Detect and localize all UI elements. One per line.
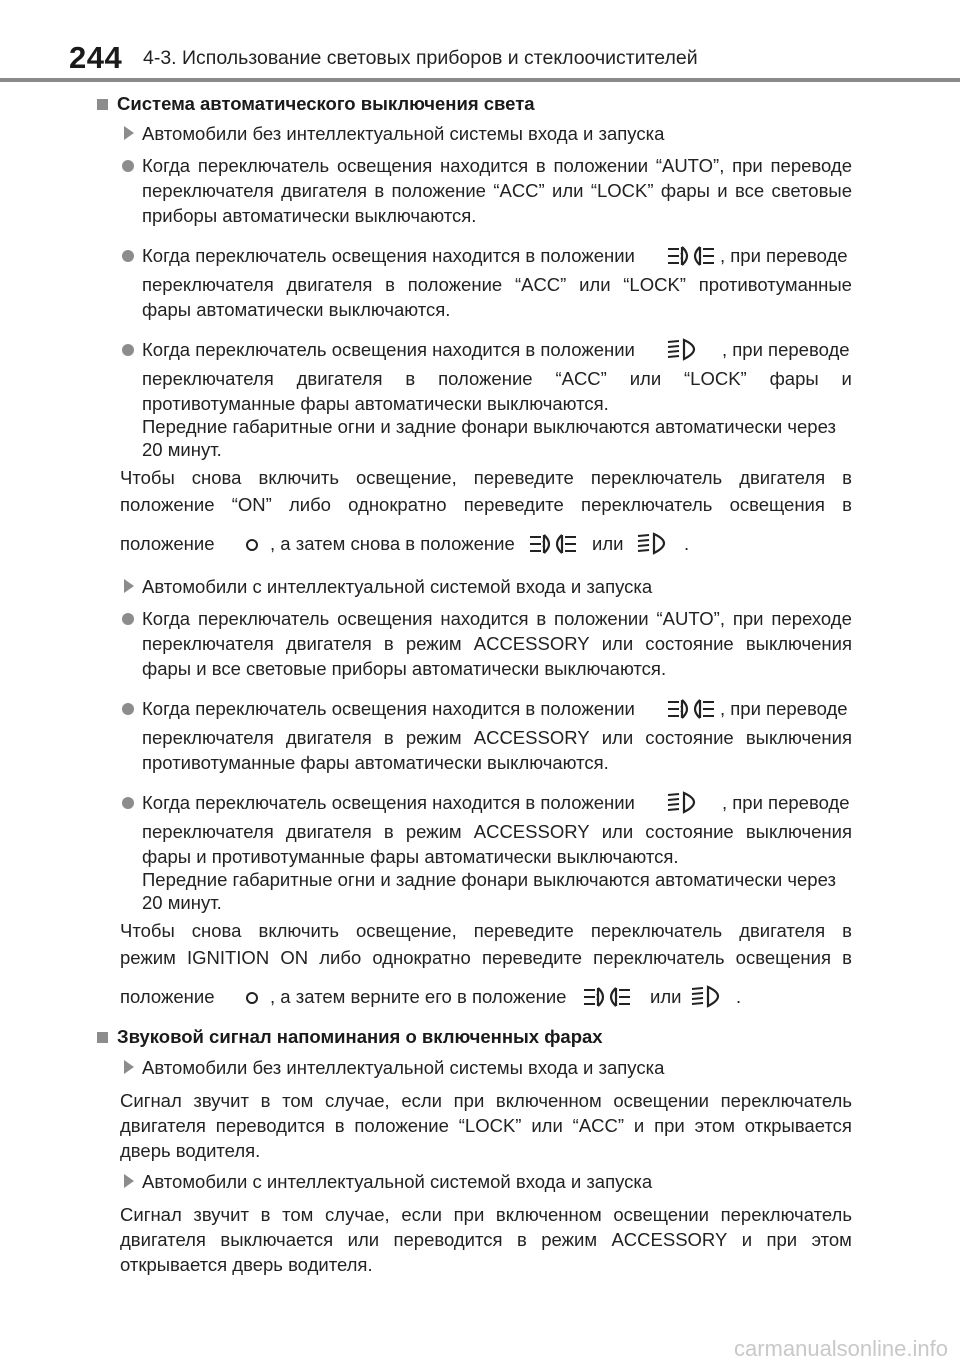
text-line: переключателя двигателя в режим ACCESSORY или состояние выключения — [142, 633, 852, 654]
chapter-title: 4-3. Использование световых приборов и стеклоочистителей — [143, 47, 698, 69]
headlight-icon — [666, 337, 706, 363]
text-line: Сигнал звучит в том случае, если при включенном освещении переключатель — [120, 1090, 852, 1111]
text-line: Когда переключатель освещения находится в положении — [142, 245, 635, 266]
text-line: положение — [120, 986, 215, 1007]
subsection-arrow-icon — [124, 126, 134, 140]
text-line: переключателя двигателя в режим ACCESSORY или состояние выключения — [142, 821, 852, 842]
fog-light-icon — [582, 984, 632, 1010]
header-rule — [0, 78, 960, 82]
text-line: , а затем снова в положение — [270, 533, 515, 554]
text-line: Когда переключатель освещения находится в положении “AUTO”, при переходе — [142, 608, 852, 629]
text-line: . — [684, 533, 690, 554]
fog-light-icon — [666, 696, 716, 722]
text-line: 20 минут. — [142, 892, 222, 913]
text-line: двигателя переводится в положение “LOCK” или “ACC” и при этом открывается — [120, 1115, 852, 1136]
text-line: приборы автоматически выключаются. — [142, 205, 477, 226]
text-line: положение “ON” либо однократно переведите переключатель освещения в — [120, 494, 852, 515]
text-line: , при переводе — [720, 698, 848, 719]
subsection-heading: Автомобили с интеллектуальной системой входа и запуска — [142, 576, 653, 597]
text-line: , при переводе — [722, 339, 850, 360]
subsection-heading: Автомобили с интеллектуальной системой входа и запуска — [142, 1171, 653, 1192]
headlight-icon — [690, 984, 730, 1010]
headlight-icon — [636, 531, 676, 557]
text-line: Передние габаритные огни и задние фонари выключаются автоматически через — [142, 869, 836, 890]
subsection-heading: Автомобили без интеллектуальной системы входа и запуска — [142, 1057, 665, 1078]
text-line: переключателя двигателя в положение “ACC” или “LOCK” противотуманные — [142, 274, 852, 295]
text-line: Чтобы снова включить освещение, переведите переключатель двигателя в — [120, 920, 852, 941]
text-line: дверь водителя. — [120, 1140, 261, 1161]
subsection-arrow-icon — [124, 1174, 134, 1188]
text-line: Когда переключатель освещения находится в положении — [142, 339, 635, 360]
text-line: противотуманные фары автоматически выключаются. — [142, 752, 609, 773]
text-line: переключателя двигателя в положение “ACC” или “LOCK” фары и все световые — [142, 180, 852, 201]
text-line: открывается дверь водителя. — [120, 1254, 373, 1275]
text-line: противотуманные фары автоматически выключаются. — [142, 393, 609, 414]
headlight-icon — [666, 790, 706, 816]
section-marker — [97, 1032, 108, 1043]
page-number: 244 — [69, 40, 123, 75]
section-title: Звуковой сигнал напоминания о включенных фарах — [117, 1026, 603, 1047]
page-header — [0, 0, 960, 82]
text-line: Сигнал звучит в том случае, если при включенном освещении переключатель — [120, 1204, 852, 1225]
text-line: . — [736, 986, 742, 1007]
bullet-icon — [122, 250, 134, 262]
text-line: фары автоматически выключаются. — [142, 299, 451, 320]
text-line: или — [650, 986, 682, 1007]
subsection-arrow-icon — [124, 579, 134, 593]
subsection-arrow-icon — [124, 1060, 134, 1074]
text-line: , при переводе — [720, 245, 848, 266]
text-line: Чтобы снова включить освещение, переведите переключатель двигателя в — [120, 467, 852, 488]
text-line: фары и все световые приборы автоматически выключаются. — [142, 658, 667, 679]
fog-light-icon — [528, 531, 578, 557]
bullet-icon — [122, 797, 134, 809]
text-line: режим IGNITION ON либо однократно переведите переключатель освещения в — [120, 947, 852, 968]
text-line: двигателя выключается или переводится в режим ACCESSORY и при этом — [120, 1229, 852, 1250]
subsection-heading: Автомобили без интеллектуальной системы входа и запуска — [142, 123, 665, 144]
text-line: или — [592, 533, 624, 554]
fog-light-icon — [666, 243, 716, 269]
bullet-icon — [122, 703, 134, 715]
text-line: 20 минут. — [142, 439, 222, 460]
text-line: фары и противотуманные фары автоматически выключаются. — [142, 846, 679, 867]
text-line: Когда переключатель освещения находится в положении — [142, 792, 635, 813]
text-line: Передние габаритные огни и задние фонари выключаются автоматически через — [142, 416, 836, 437]
section-marker — [97, 99, 108, 110]
text-line: , а затем верните его в положение — [270, 986, 567, 1007]
text-line: положение — [120, 533, 215, 554]
text-line: Когда переключатель освещения находится в положении “AUTO”, при переводе — [142, 155, 852, 176]
lights-off-icon — [244, 536, 260, 554]
bullet-icon — [122, 613, 134, 625]
bullet-icon — [122, 160, 134, 172]
bullet-icon — [122, 344, 134, 356]
text-line: переключателя двигателя в режим ACCESSORY или состояние выключения — [142, 727, 852, 748]
text-line: переключателя двигателя в положение “ACC” или “LOCK” фары и — [142, 368, 852, 389]
text-line: , при переводе — [722, 792, 850, 813]
section-title: Система автоматического выключения света — [117, 93, 535, 114]
text-line: Когда переключатель освещения находится в положении — [142, 698, 635, 719]
watermark: carmanualsonline.info — [733, 1336, 948, 1361]
lights-off-icon — [244, 989, 260, 1007]
